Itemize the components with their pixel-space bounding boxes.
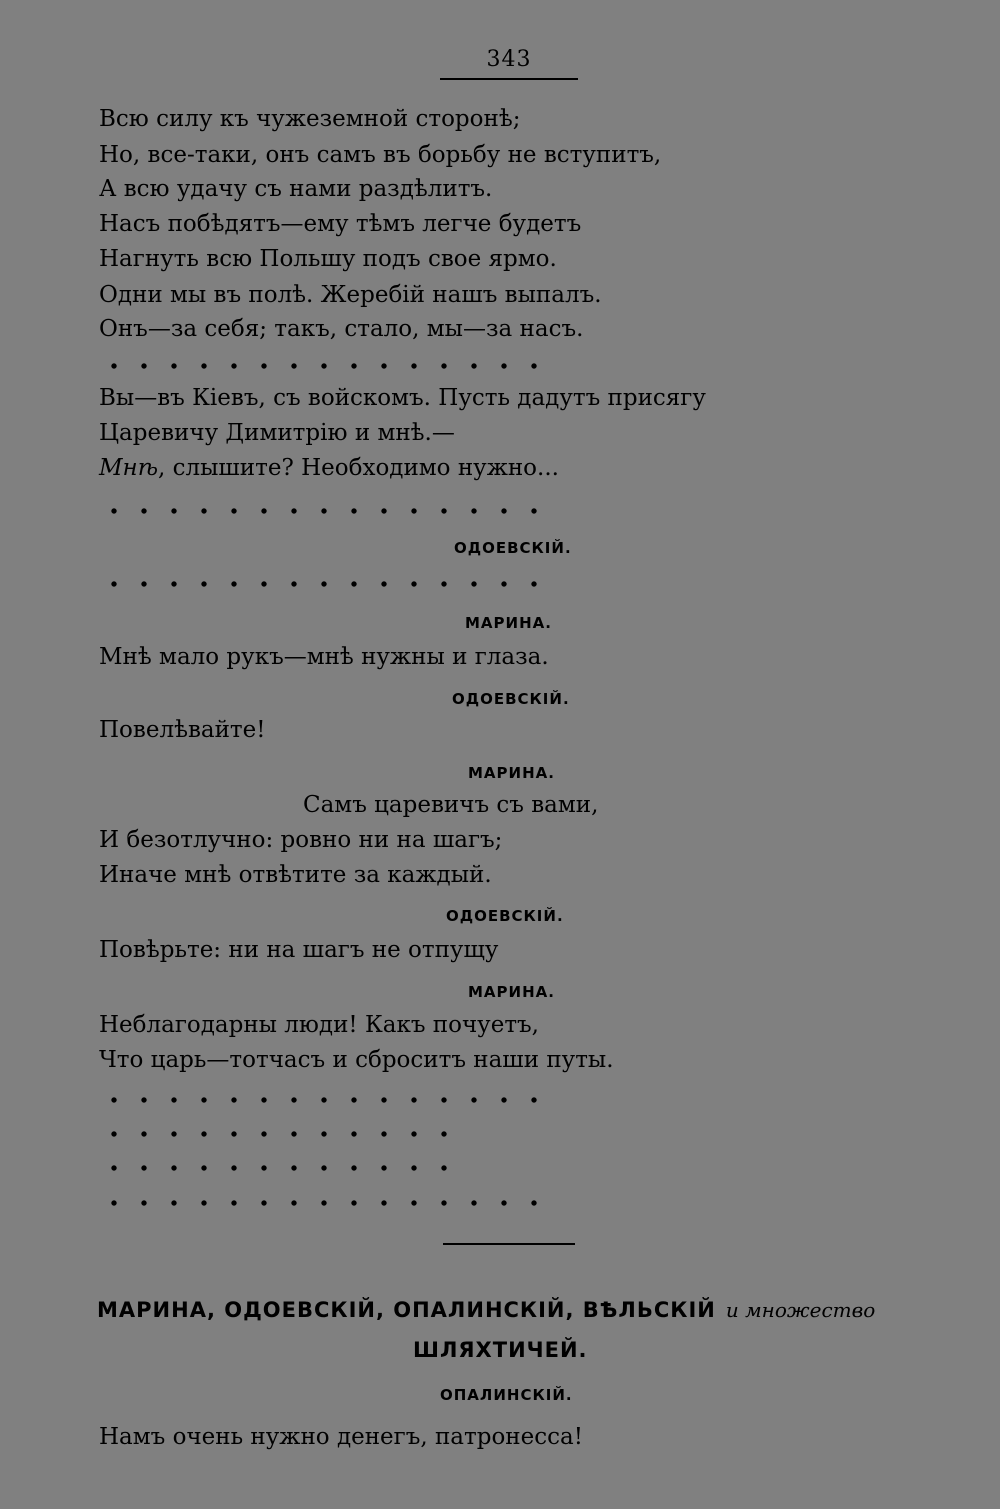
verse-line: Намъ очень нужно денегъ, патронесса! (99, 1424, 583, 1450)
header-rule (440, 78, 578, 80)
emphasized-word: Мнѣ (99, 455, 158, 481)
ellipsis-dots (99, 1199, 555, 1207)
verse-line: Царевичу Димитрію и мнѣ.— (99, 420, 455, 446)
verse-line: Одни мы въ полѣ. Жеребій нашъ выпалъ. (99, 282, 602, 308)
ellipsis-dots (99, 362, 555, 370)
ellipsis-dots (99, 1164, 459, 1172)
verse-line: Повелѣвайте! (99, 717, 266, 743)
verse-line: Неблагодарны люди! Какъ почуетъ, (99, 1012, 539, 1038)
page-number: 343 (486, 47, 532, 72)
speaker-marina: МАРИНА. (465, 614, 552, 632)
verse-line: Всю силу къ чужеземной сторонѣ; (99, 106, 521, 132)
speaker-odoevsky: ОДОЕВСКІЙ. (454, 539, 572, 557)
verse-line: Повѣрьте: ни на шагъ не отпущу (99, 937, 499, 963)
ellipsis-dots (99, 1130, 459, 1138)
speaker-marina: МАРИНА. (468, 764, 555, 782)
cast-note: и множество (725, 1298, 876, 1322)
verse-line (99, 453, 559, 483)
cast-names-continued: ШЛЯХТИЧЕЙ. (413, 1338, 588, 1362)
verse-line: Мнѣ мало рукъ—мнѣ нужны и глаза. (99, 644, 549, 670)
verse-line-rest: , слышите? Необходимо нужно... (158, 455, 559, 481)
ellipsis-dots (99, 507, 555, 515)
ellipsis-dots (99, 1096, 555, 1104)
verse-line: Но, все-таки, онъ самъ въ борьбу не вступитъ, (99, 142, 662, 168)
verse-line: Самъ царевичъ съ вами, (303, 792, 599, 818)
scene-cast (97, 1295, 927, 1325)
verse-line: Иначе мнѣ отвѣтите за каждый. (99, 862, 492, 888)
verse-line: Насъ побѣдятъ—ему тѣмъ легче будетъ (99, 211, 582, 237)
ellipsis-dots (99, 580, 555, 588)
section-divider (443, 1243, 575, 1245)
verse-line: Что царь—тотчасъ и сброситъ наши путы. (99, 1047, 614, 1073)
verse-line: Онъ—за себя; такъ, стало, мы—за насъ. (99, 316, 584, 342)
verse-line: А всю удачу съ нами раздѣлитъ. (99, 176, 493, 202)
speaker-odoevsky: ОДОЕВСКІЙ. (452, 690, 570, 708)
speaker-marina: МАРИНА. (468, 983, 555, 1001)
verse-line: И безотлучно: ровно ни на шагъ; (99, 827, 503, 853)
verse-line: Вы—въ Кіевъ, съ войскомъ. Пусть дадутъ присягу (99, 385, 706, 411)
cast-names: МАРИНА, ОДОЕВСКІЙ, ОПАЛИНСКІЙ, ВѢЛЬСКІЙ (97, 1298, 716, 1322)
speaker-opalinsky: ОПАЛИНСКІЙ. (440, 1386, 573, 1404)
verse-line: Нагнуть всю Польшу подъ свое ярмо. (99, 246, 557, 272)
speaker-odoevsky: ОДОЕВСКІЙ. (446, 907, 564, 925)
